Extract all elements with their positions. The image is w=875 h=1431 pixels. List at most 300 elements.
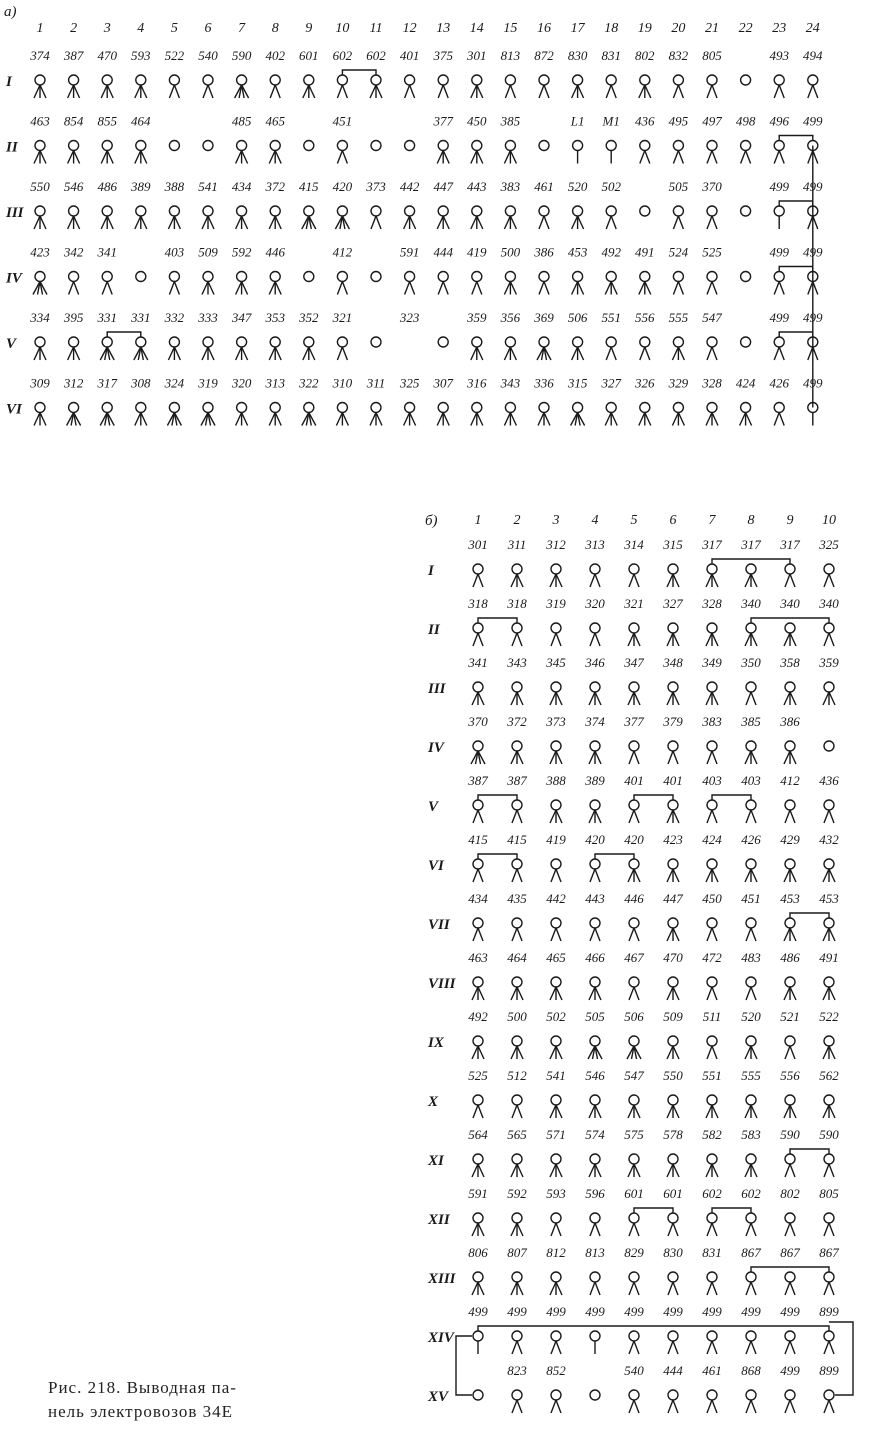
terminal-wire: [551, 928, 556, 941]
terminal-head: [640, 403, 650, 413]
terminal-wire: [629, 751, 634, 764]
terminal-wire: [746, 1282, 751, 1295]
terminal-wire: [712, 347, 717, 360]
terminal-number: 325: [399, 375, 420, 391]
terminal-number: 401: [663, 773, 683, 788]
terminal-head: [169, 403, 179, 413]
column-number: 2: [513, 513, 521, 528]
terminal: [745, 623, 757, 646]
terminal: [785, 1331, 795, 1354]
terminal: [539, 206, 549, 229]
terminal-head: [668, 800, 678, 810]
terminal-wire: [556, 928, 561, 941]
terminal-wire: [824, 1400, 829, 1413]
row-numeral: III: [6, 205, 24, 221]
terminal-number: 312: [546, 537, 566, 552]
terminal: [473, 564, 483, 587]
jumper-wire: [751, 618, 829, 623]
terminal-head: [590, 1095, 600, 1105]
terminal: [168, 206, 180, 229]
terminal-wire: [829, 810, 834, 823]
terminal-wire: [712, 692, 718, 705]
terminal-wire: [405, 85, 410, 98]
terminal-number: 590: [780, 1127, 800, 1142]
terminal-head: [824, 1390, 834, 1400]
terminal: [471, 337, 483, 360]
terminal-wire: [68, 347, 74, 360]
terminal-wire: [589, 1164, 595, 1177]
terminal: [774, 272, 784, 295]
terminal-head: [774, 206, 784, 216]
terminal: [740, 403, 752, 426]
terminal-head: [473, 1213, 483, 1223]
terminal-wire: [102, 282, 107, 295]
terminal-wire: [790, 869, 796, 882]
terminal: [707, 1390, 717, 1413]
terminal-head: [551, 1213, 561, 1223]
terminal-wire: [712, 928, 717, 941]
terminal-head: [590, 1213, 600, 1223]
terminal: [68, 206, 80, 229]
terminal-wire: [824, 1341, 829, 1354]
terminal-wire: [667, 1164, 673, 1177]
terminal: [668, 741, 678, 764]
column-number: 10: [335, 21, 350, 36]
terminal-wire: [746, 928, 751, 941]
terminal-wire: [101, 216, 107, 229]
terminal: [741, 337, 751, 347]
terminal: [667, 859, 679, 882]
terminal-number: 551: [601, 310, 621, 325]
terminal-wire: [578, 347, 584, 360]
terminal-head: [512, 741, 522, 751]
terminal-wire: [808, 85, 813, 98]
terminal-number: 541: [546, 1068, 566, 1083]
terminal-wire: [410, 85, 415, 98]
terminal: [472, 272, 482, 295]
terminal-number: 374: [30, 48, 50, 63]
terminal-wire: [550, 1046, 556, 1059]
terminal: [550, 1095, 562, 1118]
terminal-wire: [437, 216, 443, 229]
terminal-head: [473, 1272, 483, 1282]
terminal-wire: [667, 1046, 673, 1059]
terminal-head: [102, 75, 112, 85]
terminal-wire: [438, 282, 443, 295]
terminal: [784, 623, 796, 646]
column-number: 10: [822, 513, 836, 528]
terminal: [511, 1154, 523, 1177]
terminal-head: [551, 564, 561, 574]
terminal-number: 499: [803, 244, 823, 260]
terminal-wire: [829, 1223, 834, 1236]
terminal-wire: [337, 85, 342, 98]
terminal: [640, 141, 650, 164]
terminal: [235, 75, 249, 98]
terminal-wire: [645, 413, 651, 426]
terminal-wire: [34, 347, 40, 360]
terminal-wire: [101, 151, 107, 164]
terminal: [784, 918, 796, 941]
terminal-wire: [751, 1400, 756, 1413]
terminal-wire: [672, 413, 678, 426]
terminal-wire: [779, 347, 784, 360]
terminal: [824, 1154, 834, 1177]
terminal-wire: [68, 85, 74, 98]
terminal-number: 511: [702, 1009, 722, 1024]
terminal-wire: [611, 85, 616, 98]
terminal: [628, 682, 640, 705]
jumper-wire: [478, 618, 517, 623]
terminal-wire: [645, 347, 650, 360]
terminal-head: [673, 272, 683, 282]
terminal: [471, 403, 483, 426]
terminal-head: [551, 1154, 561, 1164]
terminal-wire: [590, 1223, 595, 1236]
terminal-number: 520: [741, 1009, 761, 1024]
terminal-head: [512, 1036, 522, 1046]
terminal-head: [785, 1331, 795, 1341]
terminal-wire: [370, 85, 376, 98]
terminal-head: [337, 337, 347, 347]
terminal: [823, 977, 835, 1000]
terminal-wire: [539, 216, 544, 229]
terminal-wire: [639, 282, 645, 295]
terminal-number: 601: [663, 1186, 683, 1201]
jumper-wire: [779, 136, 813, 141]
terminal-wire: [242, 413, 248, 426]
terminal-number: 307: [433, 375, 453, 391]
terminal-head: [824, 1095, 834, 1105]
terminal: [550, 741, 562, 764]
terminal-wire: [101, 85, 107, 98]
terminal-wire: [473, 810, 478, 823]
terminal-number: 578: [663, 1127, 683, 1142]
terminal-number: 602: [366, 48, 386, 63]
terminal-number: 420: [332, 179, 353, 194]
terminal-head: [551, 741, 561, 751]
column-number: 20: [671, 21, 686, 36]
terminal-wire: [707, 810, 712, 823]
terminal-number: 447: [433, 179, 453, 194]
terminal: [269, 141, 281, 164]
terminal-wire: [790, 987, 796, 1000]
terminal-head: [102, 141, 112, 151]
terminal-number: 525: [468, 1068, 488, 1083]
terminal-wire: [634, 987, 639, 1000]
terminal: [134, 337, 148, 360]
terminal-number: 369: [534, 310, 554, 325]
terminal: [590, 918, 600, 941]
terminal-head: [35, 75, 45, 85]
terminal: [572, 337, 584, 360]
terminal-wire: [202, 347, 208, 360]
jumper-wire: [712, 1208, 751, 1213]
terminal-wire: [673, 1223, 678, 1236]
row-numeral: II: [428, 622, 440, 638]
terminal-wire: [790, 1282, 795, 1295]
terminal-wire: [746, 987, 751, 1000]
terminal-number: 463: [468, 950, 488, 965]
terminal-number: 325: [819, 537, 839, 552]
terminal-wire: [611, 282, 617, 295]
column-number: 6: [204, 21, 212, 36]
terminal-number: 492: [468, 1009, 488, 1024]
terminal-head: [824, 1331, 834, 1341]
terminal-number: 312: [63, 375, 84, 391]
terminal-number: 805: [819, 1186, 839, 1201]
terminal-number: 387: [507, 773, 527, 788]
terminal-number: 472: [702, 950, 722, 965]
terminal: [746, 1272, 756, 1295]
terminal: [667, 564, 679, 587]
terminal-head: [673, 75, 683, 85]
terminal-wire: [269, 347, 275, 360]
terminal-number: 359: [819, 655, 839, 670]
terminal-number: 383: [702, 714, 722, 729]
terminal-wire: [645, 282, 651, 295]
terminal-wire: [303, 347, 309, 360]
terminal: [504, 206, 516, 229]
terminal-wire: [242, 151, 248, 164]
terminal-head: [707, 403, 717, 413]
terminal-wire: [707, 1282, 712, 1295]
terminal: [472, 1154, 484, 1177]
terminal-number: 805: [702, 48, 722, 63]
terminal-number: 556: [635, 310, 655, 325]
terminal-head: [473, 741, 483, 751]
column-number: 3: [103, 21, 111, 36]
terminal-head: [539, 272, 549, 282]
terminal: [784, 977, 796, 1000]
terminal-number: 499: [507, 1304, 527, 1319]
terminal-number: 420: [585, 832, 605, 847]
terminal: [667, 1095, 679, 1118]
terminal-head: [505, 403, 515, 413]
terminal: [303, 337, 315, 360]
terminal-wire: [34, 413, 40, 426]
terminal-number: 491: [819, 950, 839, 965]
terminal: [707, 272, 717, 295]
terminal-number: 334: [30, 310, 50, 325]
terminal-wire: [790, 1341, 795, 1354]
terminal-wire: [589, 751, 595, 764]
terminal-wire: [550, 574, 556, 587]
terminal-number: 499: [803, 113, 823, 129]
terminal-number: 317: [97, 375, 117, 391]
terminal-head: [746, 1213, 756, 1223]
terminal-wire: [511, 574, 517, 587]
terminal-head: [707, 682, 717, 692]
terminal: [774, 337, 784, 360]
terminal-head: [304, 403, 314, 413]
terminal-number: 601: [299, 48, 319, 63]
terminal: [202, 337, 214, 360]
terminal-wire: [517, 692, 523, 705]
terminal: [824, 1272, 834, 1295]
terminal-wire: [74, 282, 79, 295]
terminal-head: [551, 1095, 561, 1105]
terminal-head: [741, 141, 751, 151]
terminal: [335, 206, 349, 229]
terminal-wire: [68, 151, 74, 164]
terminal: [589, 682, 601, 705]
terminal-head: [551, 859, 561, 869]
terminal-wire: [478, 633, 483, 646]
terminal: [512, 859, 522, 882]
terminal: [589, 741, 601, 764]
terminal-number: 322: [299, 375, 319, 391]
terminal-wire: [135, 85, 141, 98]
terminal-wire: [69, 282, 74, 295]
terminal-number: 327: [601, 375, 621, 391]
terminal-wire: [477, 413, 483, 426]
terminal-wire: [706, 1105, 712, 1118]
terminal-number: 509: [198, 244, 218, 260]
terminal-wire: [168, 347, 174, 360]
terminal: [672, 403, 684, 426]
terminal: [511, 1272, 523, 1295]
terminal-number: 541: [198, 179, 218, 194]
terminal-head: [405, 141, 415, 151]
terminal-number: 591: [399, 244, 420, 260]
terminal: [573, 141, 583, 164]
terminal-number: 412: [332, 244, 353, 260]
terminal-wire: [337, 347, 342, 360]
terminal-wire: [551, 1223, 556, 1236]
terminal-number: 370: [468, 714, 488, 729]
terminal: [673, 141, 683, 164]
terminal-number: 854: [63, 113, 84, 129]
column-number: 22: [738, 21, 753, 36]
terminal-wire: [824, 633, 829, 646]
terminal-head: [304, 206, 314, 216]
terminal-number: 389: [585, 773, 605, 788]
terminal-wire: [746, 1400, 751, 1413]
terminal-wire: [829, 1400, 834, 1413]
terminal-head: [270, 337, 280, 347]
terminal-head: [573, 272, 583, 282]
terminal-number: 402: [265, 48, 285, 63]
terminal: [629, 1331, 639, 1354]
panel-a: [4, 4, 823, 426]
terminal: [550, 682, 562, 705]
terminal: [101, 141, 113, 164]
terminal-number: 375: [433, 48, 453, 63]
terminal-head: [136, 206, 146, 216]
terminal: [102, 272, 112, 295]
terminal-number: 470: [97, 48, 117, 63]
terminal-wire: [595, 1105, 601, 1118]
terminal-head: [102, 206, 112, 216]
terminal-head: [774, 337, 784, 347]
terminal: [370, 403, 382, 426]
terminal-number: 802: [780, 1186, 800, 1201]
terminal-number: 386: [780, 714, 800, 729]
terminal-number: 540: [624, 1363, 644, 1378]
terminal-wire: [517, 928, 522, 941]
terminal-wire: [667, 1105, 673, 1118]
terminal: [504, 337, 516, 360]
terminal-number: 315: [567, 375, 588, 391]
terminal-wire: [645, 85, 651, 98]
terminal-wire: [511, 1046, 517, 1059]
terminal-wire: [174, 347, 180, 360]
terminal-head: [102, 272, 112, 282]
terminal-number: 450: [702, 891, 722, 906]
terminal: [629, 800, 639, 823]
terminal-wire: [472, 987, 478, 1000]
terminal-head: [551, 977, 561, 987]
terminal: [136, 272, 146, 282]
terminal-wire: [790, 1164, 795, 1177]
terminal-number: 373: [366, 179, 386, 194]
terminal-wire: [510, 413, 516, 426]
terminal-head: [551, 918, 561, 928]
terminal: [667, 800, 679, 823]
terminal-wire: [790, 1400, 795, 1413]
terminal: [572, 272, 584, 295]
terminal-head: [304, 272, 314, 282]
terminal-wire: [751, 987, 756, 1000]
terminal-number: 486: [780, 950, 800, 965]
terminal-wire: [169, 282, 174, 295]
terminal-head: [707, 1331, 717, 1341]
figure-caption: [48, 1378, 237, 1421]
terminal: [673, 206, 683, 229]
terminal-wire: [712, 282, 717, 295]
terminal-wire: [74, 216, 80, 229]
terminal-head: [606, 337, 616, 347]
terminal-wire: [628, 869, 634, 882]
terminal: [639, 403, 651, 426]
terminal: [236, 337, 248, 360]
terminal-wire: [478, 1105, 483, 1118]
terminal-head: [136, 141, 146, 151]
terminal-head: [472, 272, 482, 282]
terminal-wire: [443, 85, 448, 98]
terminal-number: 506: [624, 1009, 644, 1024]
terminal-head: [371, 141, 381, 151]
terminal-head: [590, 682, 600, 692]
terminal-number: 461: [534, 179, 554, 194]
terminal-wire: [512, 1105, 517, 1118]
terminal-wire: [208, 282, 214, 295]
terminal-wire: [477, 85, 483, 98]
terminal-wire: [634, 751, 639, 764]
terminal-number: 379: [663, 714, 683, 729]
terminal-head: [237, 337, 247, 347]
terminal: [202, 206, 214, 229]
terminal-wire: [628, 1164, 634, 1177]
terminal: [628, 859, 640, 882]
terminal-wire: [823, 692, 829, 705]
terminal-wire: [668, 1282, 673, 1295]
terminal-wire: [572, 216, 578, 229]
terminal-wire: [779, 151, 784, 164]
terminal-head: [237, 141, 247, 151]
terminal-number: 575: [624, 1127, 644, 1142]
terminal-head: [573, 75, 583, 85]
terminal-head: [824, 682, 834, 692]
terminal-number: 802: [635, 48, 655, 63]
terminal: [707, 1213, 717, 1236]
terminal: [706, 623, 718, 646]
terminal-head: [824, 1213, 834, 1223]
terminal: [551, 623, 561, 646]
terminal-number: 311: [366, 375, 386, 391]
terminal-number: 318: [507, 596, 527, 611]
